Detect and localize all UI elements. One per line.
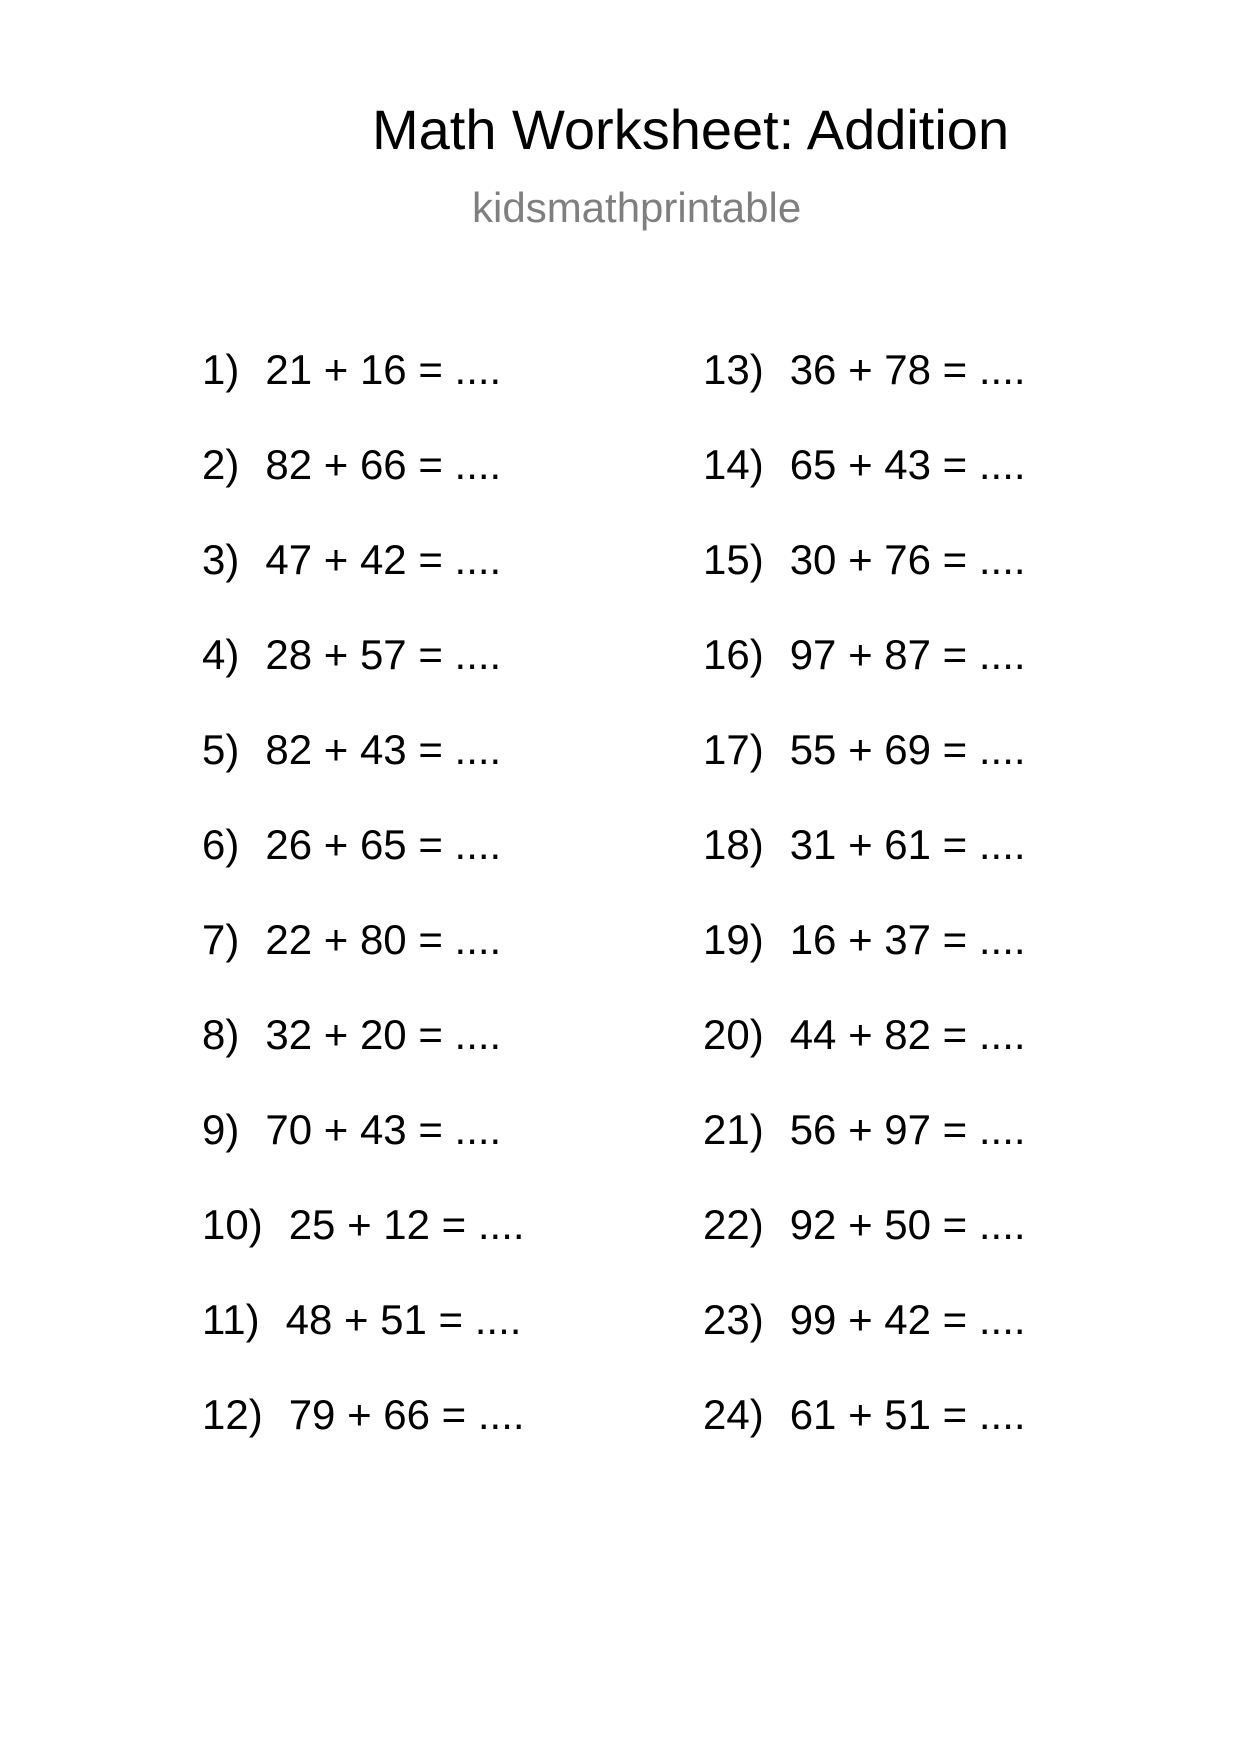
problem-expression: 30 + 76 = .... (789, 536, 1026, 583)
problem-number: 23) (703, 1296, 764, 1343)
problem-expression: 70 + 43 = .... (265, 1106, 502, 1153)
problem-item (703, 726, 1026, 821)
problem-expression: 32 + 20 = .... (265, 1011, 502, 1058)
problem-number: 11) (202, 1296, 260, 1343)
problem-expression: 92 + 50 = .... (789, 1201, 1026, 1248)
problem-item (703, 821, 1026, 916)
problem-expression: 28 + 57 = .... (265, 631, 502, 678)
problem-expression: 47 + 42 = .... (265, 536, 502, 583)
problem-number: 14) (703, 441, 764, 488)
problem-item (703, 536, 1026, 631)
page-title: Math Worksheet: Addition (372, 98, 1010, 161)
problem-item (703, 441, 1026, 536)
problem-number: 4) (202, 631, 240, 678)
problem-number: 6) (202, 821, 240, 868)
problem-item (202, 1201, 525, 1296)
problem-item (202, 631, 525, 726)
problem-item (703, 631, 1026, 726)
problem-number: 7) (202, 916, 240, 963)
problem-expression: 36 + 78 = .... (789, 346, 1026, 393)
problem-item (202, 441, 525, 536)
problem-item (202, 821, 525, 916)
problem-expression: 79 + 66 = .... (288, 1391, 525, 1438)
problem-expression: 31 + 61 = .... (789, 821, 1026, 868)
problem-item (202, 1011, 525, 1106)
problem-expression: 44 + 82 = .... (789, 1011, 1026, 1058)
problem-expression: 65 + 43 = .... (789, 441, 1026, 488)
problem-expression: 97 + 87 = .... (789, 631, 1026, 678)
page-subtitle: kidsmathprintable (472, 184, 802, 231)
problem-column-right (703, 346, 1026, 1486)
problem-expression: 82 + 66 = .... (265, 441, 502, 488)
problem-expression: 56 + 97 = .... (789, 1106, 1026, 1153)
problem-column-left (202, 346, 525, 1486)
problem-item (703, 1296, 1026, 1391)
problem-item (202, 1391, 525, 1486)
problem-number: 5) (202, 726, 240, 773)
problem-expression: 16 + 37 = .... (789, 916, 1026, 963)
problem-item (703, 1011, 1026, 1106)
problem-item (703, 346, 1026, 441)
problem-number: 8) (202, 1011, 240, 1058)
problem-number: 1) (202, 346, 240, 393)
problem-number: 16) (703, 631, 764, 678)
problem-item (202, 1106, 525, 1201)
problem-item (202, 536, 525, 631)
problem-item (703, 916, 1026, 1011)
problem-number: 15) (703, 536, 764, 583)
problem-number: 18) (703, 821, 764, 868)
problem-number: 2) (202, 441, 240, 488)
problem-item (202, 916, 525, 1011)
problem-item (703, 1201, 1026, 1296)
problem-number: 9) (202, 1106, 240, 1153)
problem-expression: 25 + 12 = .... (288, 1201, 525, 1248)
problem-item (202, 346, 525, 441)
problem-number: 19) (703, 916, 764, 963)
problem-number: 3) (202, 536, 240, 583)
problem-item (703, 1391, 1026, 1486)
problem-expression: 26 + 65 = .... (265, 821, 502, 868)
problem-number: 12) (202, 1391, 263, 1438)
problem-number: 22) (703, 1201, 764, 1248)
problem-item (703, 1106, 1026, 1201)
problem-item (202, 726, 525, 821)
problem-expression: 55 + 69 = .... (789, 726, 1026, 773)
problem-number: 24) (703, 1391, 764, 1438)
problem-number: 21) (703, 1106, 764, 1153)
problem-number: 20) (703, 1011, 764, 1058)
problem-number: 10) (202, 1201, 263, 1248)
problem-expression: 22 + 80 = .... (265, 916, 502, 963)
problem-expression: 99 + 42 = .... (789, 1296, 1026, 1343)
problem-number: 17) (703, 726, 764, 773)
problem-number: 13) (703, 346, 764, 393)
problem-expression: 21 + 16 = .... (265, 346, 502, 393)
problem-expression: 82 + 43 = .... (265, 726, 502, 773)
problem-expression: 61 + 51 = .... (789, 1391, 1026, 1438)
problem-expression: 48 + 51 = .... (285, 1296, 522, 1343)
problem-item (202, 1296, 525, 1391)
